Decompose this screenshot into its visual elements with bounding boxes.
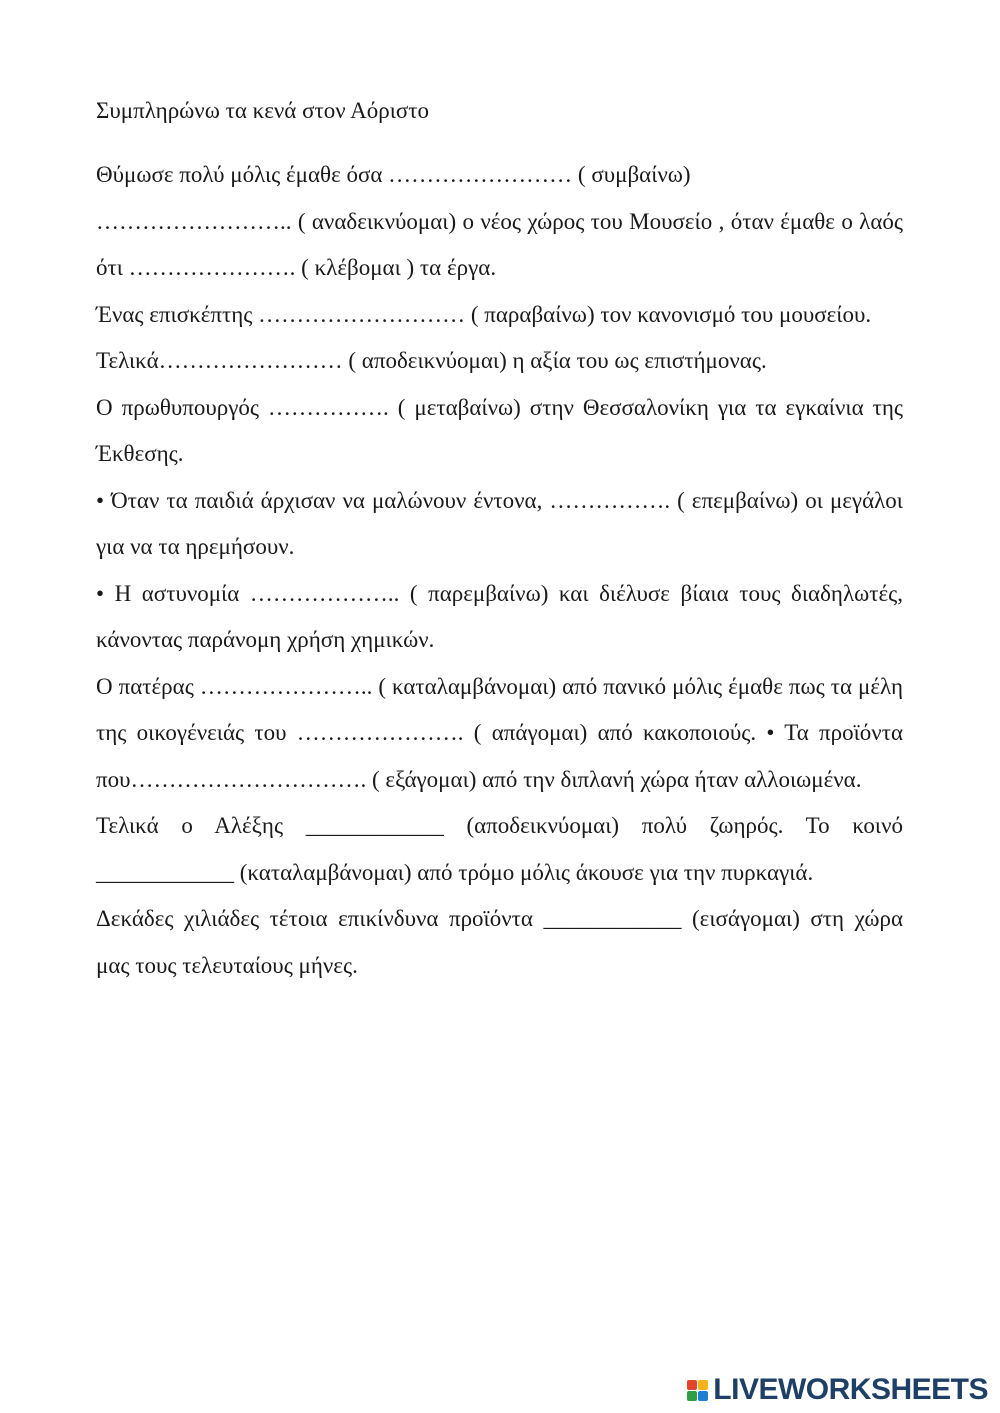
logo-square-yellow [698, 1380, 708, 1390]
exercise-paragraph-4: Τελικά…………………… ( αποδεικνύομαι) η αξία του ως επιστήμονας. [96, 348, 767, 373]
exercise-paragraph-5: Ο πρωθυπουργός ……………. ( μεταβαίνω) στην Θεσσαλονίκη για τα εγκαίνια της Έκθεσης. [96, 394, 903, 466]
exercise-paragraph-8: Ο πατέρας ………………….. ( καταλαμβάνομαι) από πανικό μόλις έμαθε πως τα μέλη της οικογένειάς του …………………. ( απάγομαι) από κακοποιούς. • Τα προϊόντα που…………………………. ( εξάγομαι) από την διπλανή χώρα ήταν αλλοιωμένα. [96, 673, 903, 792]
liveworksheets-logo [687, 1373, 988, 1407]
exercise-paragraph-3: Ένας επισκέπτης ……………………… ( παραβαίνω) τον κανονισμό του μουσείου. [96, 301, 872, 327]
exercise-paragraph-6: • Όταν τα παιδιά άρχισαν να μαλώνουν έντονα, ……………. ( επεμβαίνω) οι μεγάλοι για να τα ηρεμήσουν. [96, 487, 903, 559]
logo-square-blue [698, 1391, 708, 1401]
worksheet-page [96, 92, 903, 989]
worksheet-title: Συμπληρώνω τα κενά στον Αόριστο [96, 98, 430, 123]
liveworksheets-mark-icon [687, 1380, 708, 1401]
exercise-paragraph-2: …………………….. ( αναδεικνύομαι) ο νέος χώρος του Μουσείο , όταν έμαθε ο λαός ότι …………………. ( κλέβομαι ) τα έργα. [96, 208, 903, 280]
logo-wordmark: LIVEWORKSHEETS [713, 1373, 988, 1406]
exercise-paragraph-1: Θύμωσε πολύ μόλις έμαθε όσα …………………… ( συμβαίνω) [96, 162, 691, 187]
logo-square-red [687, 1380, 697, 1390]
exercise-paragraph-9: Τελικά ο Αλέξης ____________ (αποδεικνύομαι) πολύ ζωηρός. Το κοινό ____________ (καταλαμβάνομαι) από τρόμο μόλις άκουσε για την πυρκαγιά. [96, 813, 903, 885]
exercise-paragraph-10: Δεκάδες χιλιάδες τέτοια επικίνδυνα προϊόντα ____________ (εισάγομαι) στη χώρα μας τους τελευταίους μήνες. [96, 906, 903, 978]
exercise-paragraph-7: • Η αστυνομία ……………….. ( παρεμβαίνω) και διέλυσε βίαια τους διαδηλωτές, κάνοντας παράνομη χρήση χημικών. [96, 580, 903, 652]
logo-square-green [687, 1391, 697, 1401]
